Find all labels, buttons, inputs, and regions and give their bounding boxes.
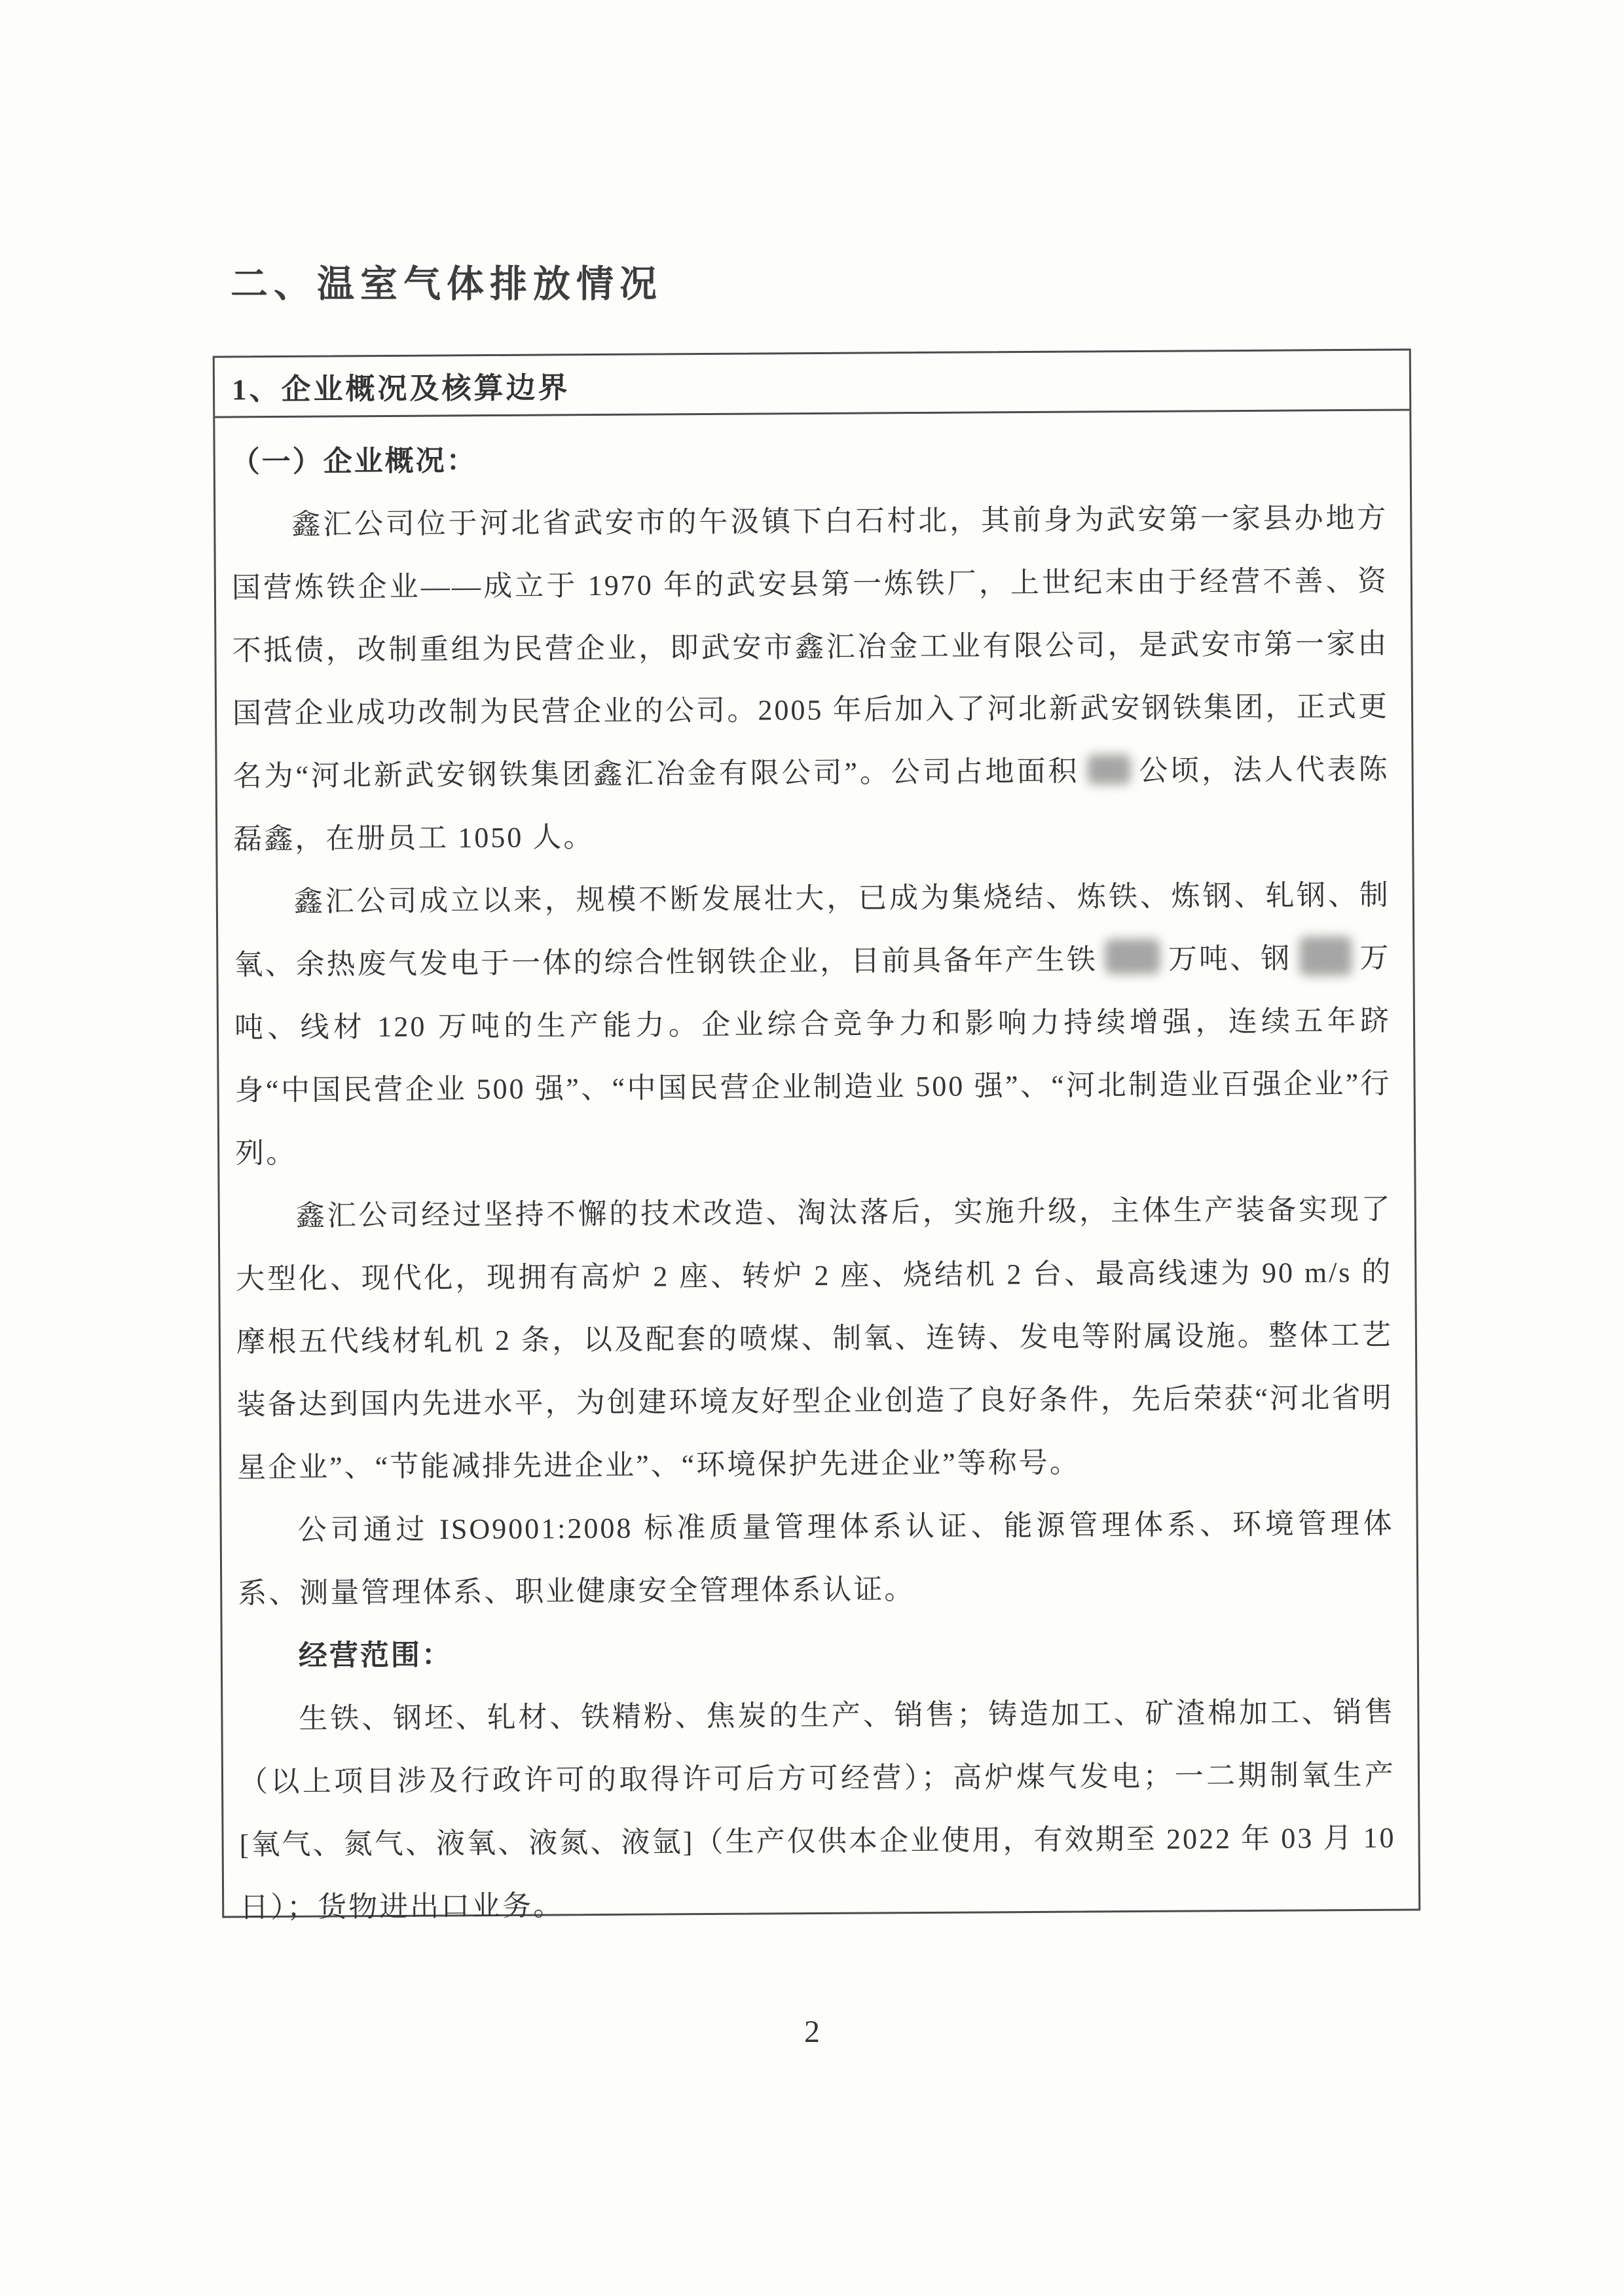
scope-heading: 经营范围： (298, 1639, 453, 1672)
subsection-heading: （一）企业概况： (231, 445, 477, 479)
redacted-iron-output (1105, 939, 1160, 975)
section-header (215, 350, 1410, 418)
paragraph-certifications: 公司通过 ISO9001:2008 标准质量管理体系认证、能源管理体系、环境管理体系、测量管理体系、职业健康安全管理体系认证。 (238, 1507, 1394, 1610)
paragraph-company-intro (231, 487, 1390, 871)
section-header-label: 1、企业概况及核算边界 (231, 371, 570, 407)
section-box (213, 348, 1421, 1924)
paragraph-capacity (234, 864, 1392, 1186)
paragraph-equipment: 鑫汇公司经过坚持不懈的技术改造、淘汰落后，实施升级，主体生产装备实现了大型化、现代化，现拥有高炉 2 座、转炉 2 座、烧结机 2 台、最高线速为 90 m/s 的摩根五代线材轧机 2 条，以及配套的喷煤、制氧、连铸、发电等附属设施。整体工艺装备达到国内先进水平，为创建环境友好型企业创造了良好条件，先后荣获“河北省明星企业”、“节能减排先进企业”、“环境保护先进企业”等称号。 (236, 1193, 1393, 1484)
paragraph-text: 鑫汇公司位于河北省武安市的午汲镇下白石村北，其前身为武安第一家县办地方国营炼铁企业——成立于 1970 年的武安县第一炼铁厂，上世纪末由于经营不善、资不抵债，改制重组为民营企业，即武安市鑫汇冶金工业有限公司，是武安市第一家由国营企业成功改制为民营企业的公司。2005 年后加入了河北新武安钢铁集团，正式更名为“河北新武安钢铁集团鑫汇冶金有限公司”。公司占地面积 (231, 501, 1390, 793)
paragraph-text: 公顷，法人代表陈磊鑫，在册员工 1050 人。 (233, 753, 1390, 856)
page-number: 2 (804, 2014, 820, 2049)
paragraph-text: 万吨、线材 120 万吨的生产能力。企业综合竞争力和影响力持续增强，连续五年跻身“中国民营企业 500 强”、“中国民营企业制造业 500 强”、“河北制造业百强企业”行列。 (234, 941, 1392, 1170)
redacted-steel-output (1299, 936, 1352, 975)
paragraph-business-scope: 生铁、钢坯、轧材、铁精粉、焦炭的生产、销售；铸造加工、矿渣棉加工、销售（以上项目涉及行政许可的取得许可后方可经营）；高炉煤气发电；一二期制氧生产[氧气、氮气、液氧、液氮、液氩]（生产仅供本企业使用，有效期至 2022 年 03 月 10 日）；货物进出口业务。 (238, 1696, 1396, 1924)
paragraph-text: 鑫汇公司成立以来，规模不断发展壮大，已成为集烧结、炼铁、炼钢、轧钢、制氧、余热废气发电于一体的综合性钢铁企业，目前具备年产生铁 (234, 879, 1390, 981)
page-title: 二、温室气体排放情况 (231, 263, 663, 305)
section-body (215, 410, 1418, 1939)
redacted-area-value (1087, 754, 1130, 784)
paragraph-text: 万吨、钢 (1168, 942, 1292, 975)
